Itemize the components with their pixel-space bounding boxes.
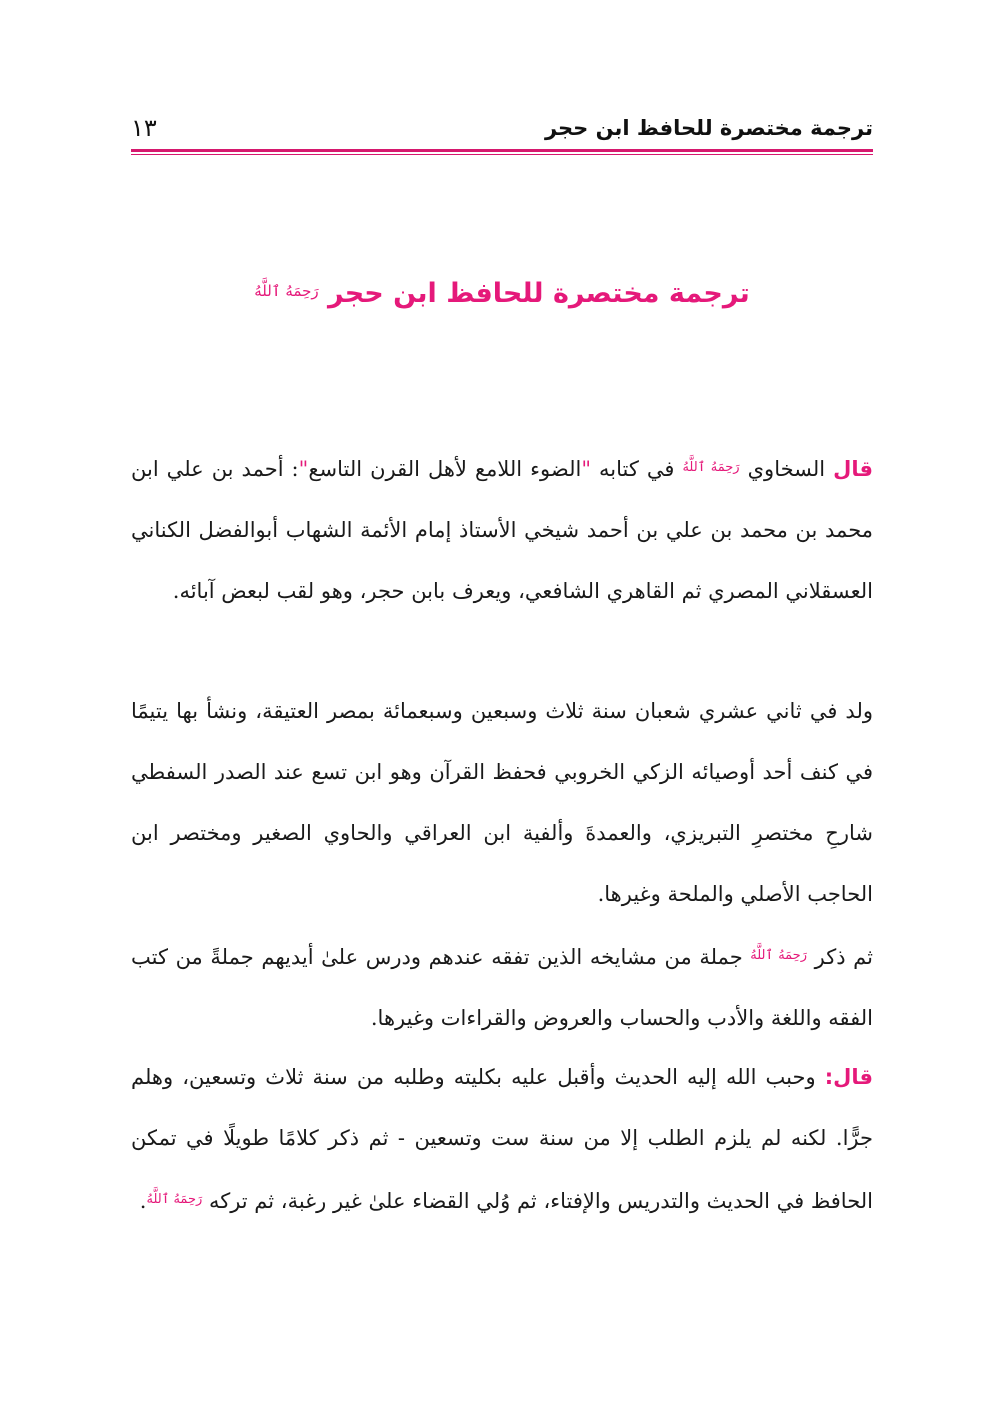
paragraph-1-quote-close: " <box>298 457 309 481</box>
paragraph-4-text-b: . <box>139 1189 147 1213</box>
paragraph-4-text-a: وحبب الله إليه الحديث وأقبل عليه بكليته وطلبه من سنة ثلاث وتسعين، وهلم جرًّا. لكنه لم يلزم الطلب إلا من سنة ست وتسعين - ثم ذكر كلامًا طويلًا في تمكن الحافظ في الحديث والتدريس والإفتاء، ثم وُلي القضاء علىٰ غير رغبة، ثم تركه <box>131 1065 873 1213</box>
paragraph-3 <box>131 925 873 1049</box>
chapter-title <box>131 278 873 309</box>
paragraph-3-honorific: رَحِمَهُ ٱللَّهُ <box>750 948 807 963</box>
page-number: ١٣ <box>131 114 157 142</box>
paragraph-1-honorific: رَحِمَهُ ٱللَّهُ <box>682 460 740 475</box>
paragraph-3-text-b: جملة من مشايخه الذين تفقه عندهم ودرس علىٰ أيديهم جملةً من كتب الفقه واللغة والأدب والحساب والعروض والقراءات وغيرها. <box>131 945 873 1030</box>
paragraph-3-text-a: ثم ذكر <box>807 945 873 969</box>
header-rule-thin <box>131 154 873 155</box>
header-rule-thick <box>131 149 873 152</box>
paragraph-1-book-title: الضوء اللامع لأهل القرن التاسع <box>308 457 582 481</box>
paragraph-1-lead-word: قال <box>833 457 873 481</box>
paragraph-1-text-b: في كتابه <box>591 457 683 481</box>
running-header <box>131 112 873 152</box>
chapter-title-honorific: رَحِمَهُ ٱللَّهُ <box>254 282 319 300</box>
paragraph-1 <box>131 437 873 622</box>
paragraph-1-text-c: : أحمد بن علي ابن محمد بن محمد بن علي بن أحمد شيخي الأستاذ إمام الأئمة الشهاب أبوالفضل الكناني العسقلاني المصري ثم القاهري الشافعي، ويعرف بابن حجر، وهو لقب لبعض آبائه. <box>131 457 873 603</box>
paragraph-4 <box>131 1047 873 1232</box>
chapter-title-text: ترجمة مختصرة للحافظ ابن حجر <box>328 278 750 309</box>
running-title: ترجمة مختصرة للحافظ ابن حجر <box>544 116 873 140</box>
paragraph-1-text-a: السخاوي <box>739 457 834 481</box>
paragraph-1-quote-open: " <box>581 457 591 481</box>
paragraph-4-lead-word: قال: <box>824 1065 873 1089</box>
paragraph-2: ولد في ثاني عشري شعبان سنة ثلاث وسبعين وسبعمائة بمصر العتيقة، ونشأ بها يتيمًا في كنف أحد أوصيائه الزكي الخروبي فحفظ القرآن وهو ابن تسع عند الصدر السفطي شارحِ مختصرِ التبريزي، والعمدةَ وألفية ابن العراقي والحاوي الصغير ومختصر ابن الحاجب الأصلي والملحة وغيرها. <box>131 699 873 906</box>
paragraph-4-honorific: رَحِمَهُ ٱللَّهُ <box>146 1192 203 1207</box>
